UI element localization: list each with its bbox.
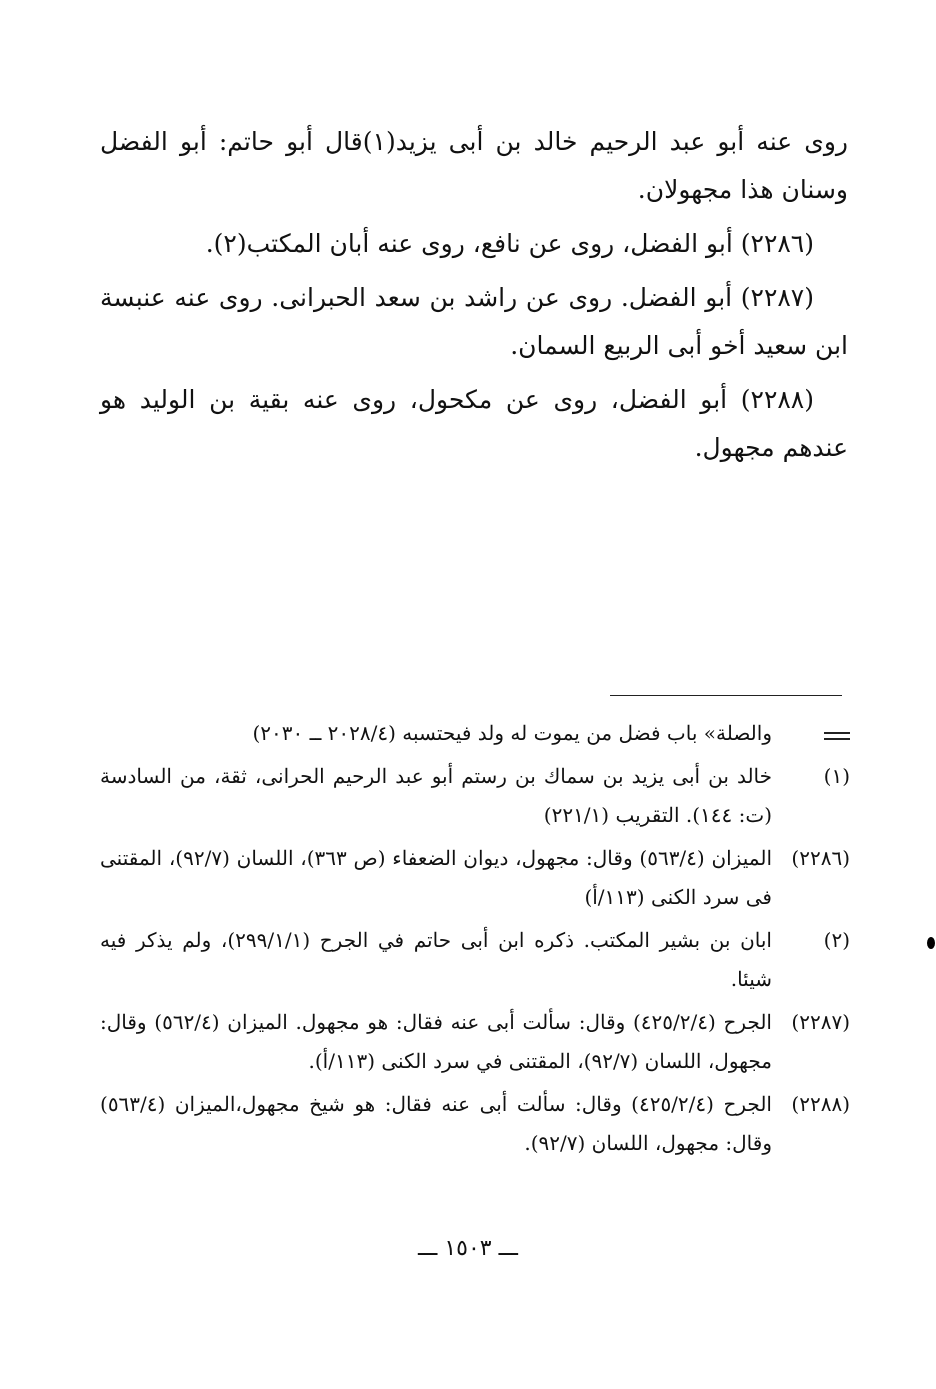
footnote-marker: (٢٢٨٧) [791,1010,850,1034]
footnote-text: الجرح (٤٢٥/٢/٤) وقال: سألت أبى عنه فقال: هو مجهول. الميزان (٥٦٢/٤) وقال: مجهول، اللسان (٩٢/٧)، المقتنى في سرد الكنى (١١٣/أ). [100,1010,772,1073]
footnote-marker: (٢٢٨٦) [791,846,850,870]
continuation-mark [772,714,850,753]
footnote-marker: (١) [823,764,850,788]
footnote-text: خالد بن أبى يزيد بن سماك بن رستم أبو عبد الرحيم الحرانى، ثقة، من السادسة (ت: ١٤٤). التقريب (٢٢١/١) [100,764,772,827]
entry-2286: (٢٢٨٦) أبو الفضل، روى عن نافع، روى عنه أبان المكتب(٢). [205,229,814,258]
footnote-2288 [100,1085,850,1163]
footnote-2286 [100,839,850,917]
scan-edge-mark [927,937,935,949]
footnote-text: الجرح (٤٢٥/٢/٤) وقال: سألت أبى عنه فقال: هو شيخ مجهول،الميزان (٥٦٣/٤) وقال: مجهول، اللسان (٩٢/٧). [100,1092,772,1155]
main-paragraph-1: روى عنه أبو عبد الرحيم خالد بن أبى يزيد(١)قال أبو حاتم: أبو الفضل وسنان هذا مجهولان. [100,127,848,204]
footnote-text: الميزان (٥٦٣/٤) وقال: مجهول، ديوان الضعفاء (ص ٣٦٣)، اللسان (٩٢/٧)، المقتنى فى سرد الكنى (١١٣/أ) [100,846,773,909]
footnote-text: ابان بن بشير المكتب. ذكره ابن أبى حاتم في الجرح (٢٩٩/١/١)، ولم يذكر فيه شيئا. [100,928,772,991]
footnote-text: والصلة» باب فضل من يموت له ولد فيحتسبه (٢٠٢٨/٤ ــ ٢٠٣٠) [252,721,772,745]
footnote-continuation [100,714,850,753]
footnote-1 [100,757,850,835]
entry-2288: (٢٢٨٨) أبو الفضل، روى عن مكحول، روى عنه بقية بن الوليد هو عندهم مجهول. [100,385,848,462]
footnotes-block [100,714,850,1167]
main-text-block [100,118,848,478]
footnote-2 [100,921,850,999]
page-number: ـــ ١٥٠٣ ـــ [418,1236,518,1261]
entry-2287: (٢٢٨٧) أبو الفضل. روى عن راشد بن سعد الحبرانى. روى عنه عنبسة ابن سعيد أخو أبى الربيع السمان. [100,283,848,360]
footnote-separator [610,695,842,696]
footnote-marker: (٢٢٨٨) [791,1092,850,1116]
footnote-marker: (٢) [823,928,850,952]
footnote-2287 [100,1003,850,1081]
